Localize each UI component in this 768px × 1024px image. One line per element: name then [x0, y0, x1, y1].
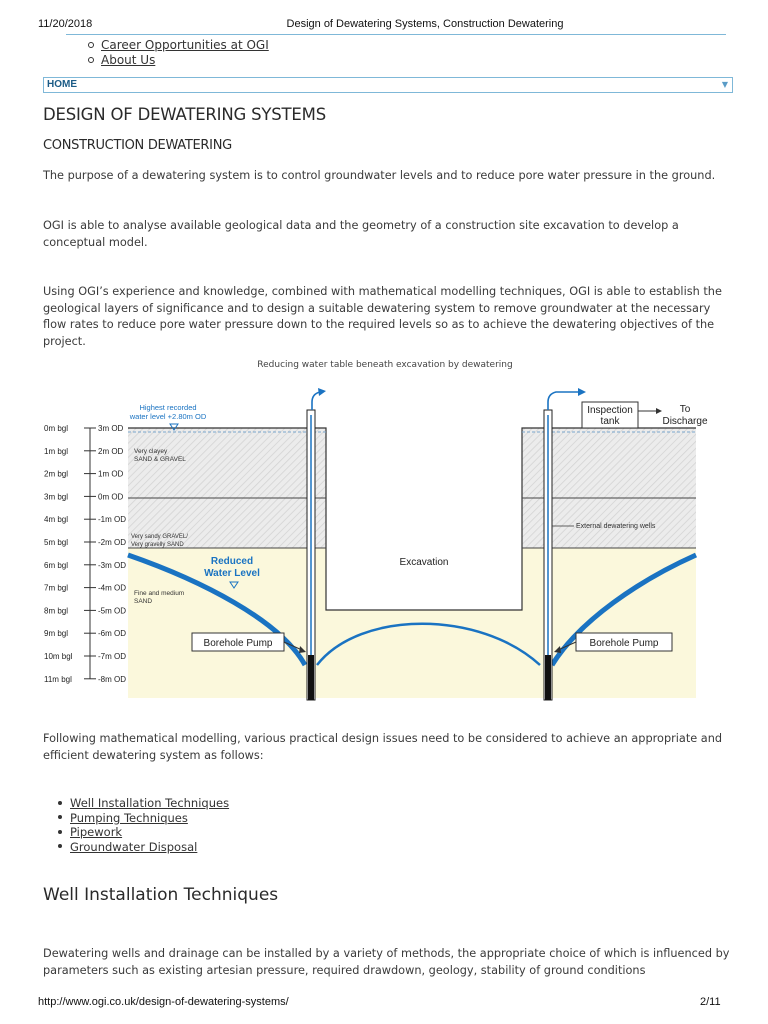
depth-label-od: 2m OD — [98, 446, 124, 456]
bullet-icon — [58, 844, 62, 848]
svg-text:Borehole Pump: Borehole Pump — [203, 638, 273, 649]
svg-text:Fine and medium: Fine and medium — [134, 590, 185, 597]
circle-bullet-icon — [88, 42, 94, 48]
list-item[interactable] — [58, 811, 229, 826]
paragraph-following: Following mathematical modelling, various practical design issues need to be considered to achieve an appropriate and efficient dewatering system as follows: — [43, 732, 723, 762]
nav-item-careers[interactable] — [88, 38, 269, 53]
svg-text:Excavation: Excavation — [399, 557, 449, 568]
svg-text:SAND: SAND — [134, 598, 153, 605]
svg-text:Very sandy GRAVEL/: Very sandy GRAVEL/ — [131, 534, 188, 540]
svg-text:Water Level: Water Level — [204, 568, 260, 579]
print-url: http://www.ogi.co.uk/design-of-dewatering-systems/ — [38, 996, 289, 1008]
top-nav — [88, 38, 269, 68]
bullet-icon — [58, 815, 62, 819]
depth-label-bgl: 11m bgl — [44, 674, 72, 684]
home-dropdown-label: HOME — [47, 79, 77, 90]
depth-label-od: 3m OD — [98, 424, 124, 433]
list-item[interactable] — [58, 796, 229, 811]
circle-bullet-icon — [88, 57, 94, 63]
nav-item-about[interactable] — [88, 53, 269, 68]
bullet-icon — [58, 830, 62, 834]
list-item[interactable] — [58, 825, 229, 840]
depth-label-bgl: 4m bgl — [44, 515, 69, 525]
nav-link-about[interactable]: About Us — [101, 53, 156, 67]
svg-text:To: To — [679, 404, 691, 415]
header-divider — [66, 34, 726, 35]
svg-text:Inspection: Inspection — [587, 405, 633, 416]
flow-arrow-icon — [318, 388, 326, 396]
svg-text:Very clayey: Very clayey — [134, 448, 168, 455]
home-dropdown[interactable] — [43, 77, 733, 93]
print-page-number: 2/11 — [700, 996, 721, 1008]
paragraph-well-methods: Dewatering wells and drainage can be installed by a variety of methods, the appropriate choice of which is influenced by parameters such as existing artesian pressure, required drawdown, geology, stability of ground conditions — [43, 947, 730, 977]
figure-caption: Reducing water table beneath excavation by dewatering — [257, 360, 513, 370]
svg-text:Discharge: Discharge — [662, 416, 708, 427]
print-title: Design of Dewatering Systems, Construction Dewatering — [286, 18, 564, 30]
depth-label-od: -7m OD — [98, 652, 126, 661]
paragraph-analysis: OGI is able to analyse available geological data and the geometry of a construction site excavation to develop a conceptual model. — [43, 219, 679, 249]
depth-label-bgl: 8m bgl — [44, 606, 69, 616]
topic-list — [58, 796, 229, 854]
paragraph-modelling: Using OGI’s experience and knowledge, combined with mathematical modelling techniques, OGI is able to establish the geological layers of significance and to design a suitable dewatering system to remove groundwater at the necessary flow rates to reduce pore water pressure down to the required levels so as to achieve the dewatering objectives of the project. — [43, 285, 722, 348]
link-groundwater-disposal[interactable]: Groundwater Disposal — [70, 839, 198, 854]
depth-label-bgl: 6m bgl — [44, 560, 69, 570]
depth-label-od: -6m OD — [98, 629, 126, 639]
svg-text:Reduced: Reduced — [210, 556, 254, 567]
depth-label-od: -4m OD — [98, 583, 126, 593]
nav-link-careers[interactable]: Career Opportunities at OGI — [101, 38, 269, 52]
depth-label-bgl: 10m bgl — [44, 652, 73, 661]
depth-label-bgl: 1m bgl — [44, 446, 69, 456]
depth-label-od: -1m OD — [98, 515, 126, 525]
depth-scale — [44, 424, 126, 684]
upper-soil-left — [128, 428, 326, 548]
depth-label-od: -8m OD — [98, 674, 126, 684]
depth-label-bgl: 7m bgl — [44, 583, 69, 593]
paragraph-purpose: The purpose of a dewatering system is to control groundwater levels and to reduce pore water pressure in the ground. — [43, 169, 716, 182]
depth-label-bgl: 3m bgl — [44, 492, 69, 502]
depth-label-od: -2m OD — [98, 538, 126, 547]
chevron-down-icon: ▼ — [721, 80, 728, 89]
depth-label-bgl: 9m bgl — [44, 629, 69, 639]
svg-text:water level +2.80m OD: water level +2.80m OD — [129, 412, 207, 421]
link-pumping[interactable]: Pumping Techniques — [70, 810, 188, 825]
depth-label-od: -5m OD — [98, 606, 126, 616]
svg-text:SAND & GRAVEL: SAND & GRAVEL — [134, 456, 186, 463]
link-well-installation[interactable]: Well Installation Techniques — [70, 796, 230, 810]
link-pipework[interactable]: Pipework — [70, 825, 123, 839]
page-title: DESIGN OF DEWATERING SYSTEMS — [43, 105, 326, 124]
depth-label-bgl: 0m bgl — [44, 424, 69, 433]
depth-label-bgl: 5m bgl — [44, 538, 69, 547]
section-title: Well Installation Techniques — [43, 885, 279, 905]
page-subtitle: CONSTRUCTION DEWATERING — [43, 138, 232, 153]
depth-label-od: 0m OD — [98, 492, 124, 502]
svg-text:Borehole Pump: Borehole Pump — [589, 638, 659, 649]
print-date: 11/20/2018 — [38, 18, 93, 30]
excavation-void — [326, 426, 522, 610]
bullet-icon — [58, 801, 62, 805]
depth-label-od: -3m OD — [98, 560, 126, 570]
flow-arrow-icon — [578, 388, 586, 396]
svg-text:External dewatering wells: External dewatering wells — [576, 523, 656, 530]
depth-label-od: 1m OD — [98, 469, 124, 479]
depth-label-bgl: 2m bgl — [44, 469, 69, 479]
svg-text:Very gravelly SAND: Very gravelly SAND — [131, 542, 184, 548]
svg-text:Highest recorded: Highest recorded — [139, 403, 197, 412]
svg-text:tank: tank — [600, 416, 620, 427]
dewatering-diagram — [0, 380, 768, 705]
list-item[interactable] — [58, 840, 229, 855]
